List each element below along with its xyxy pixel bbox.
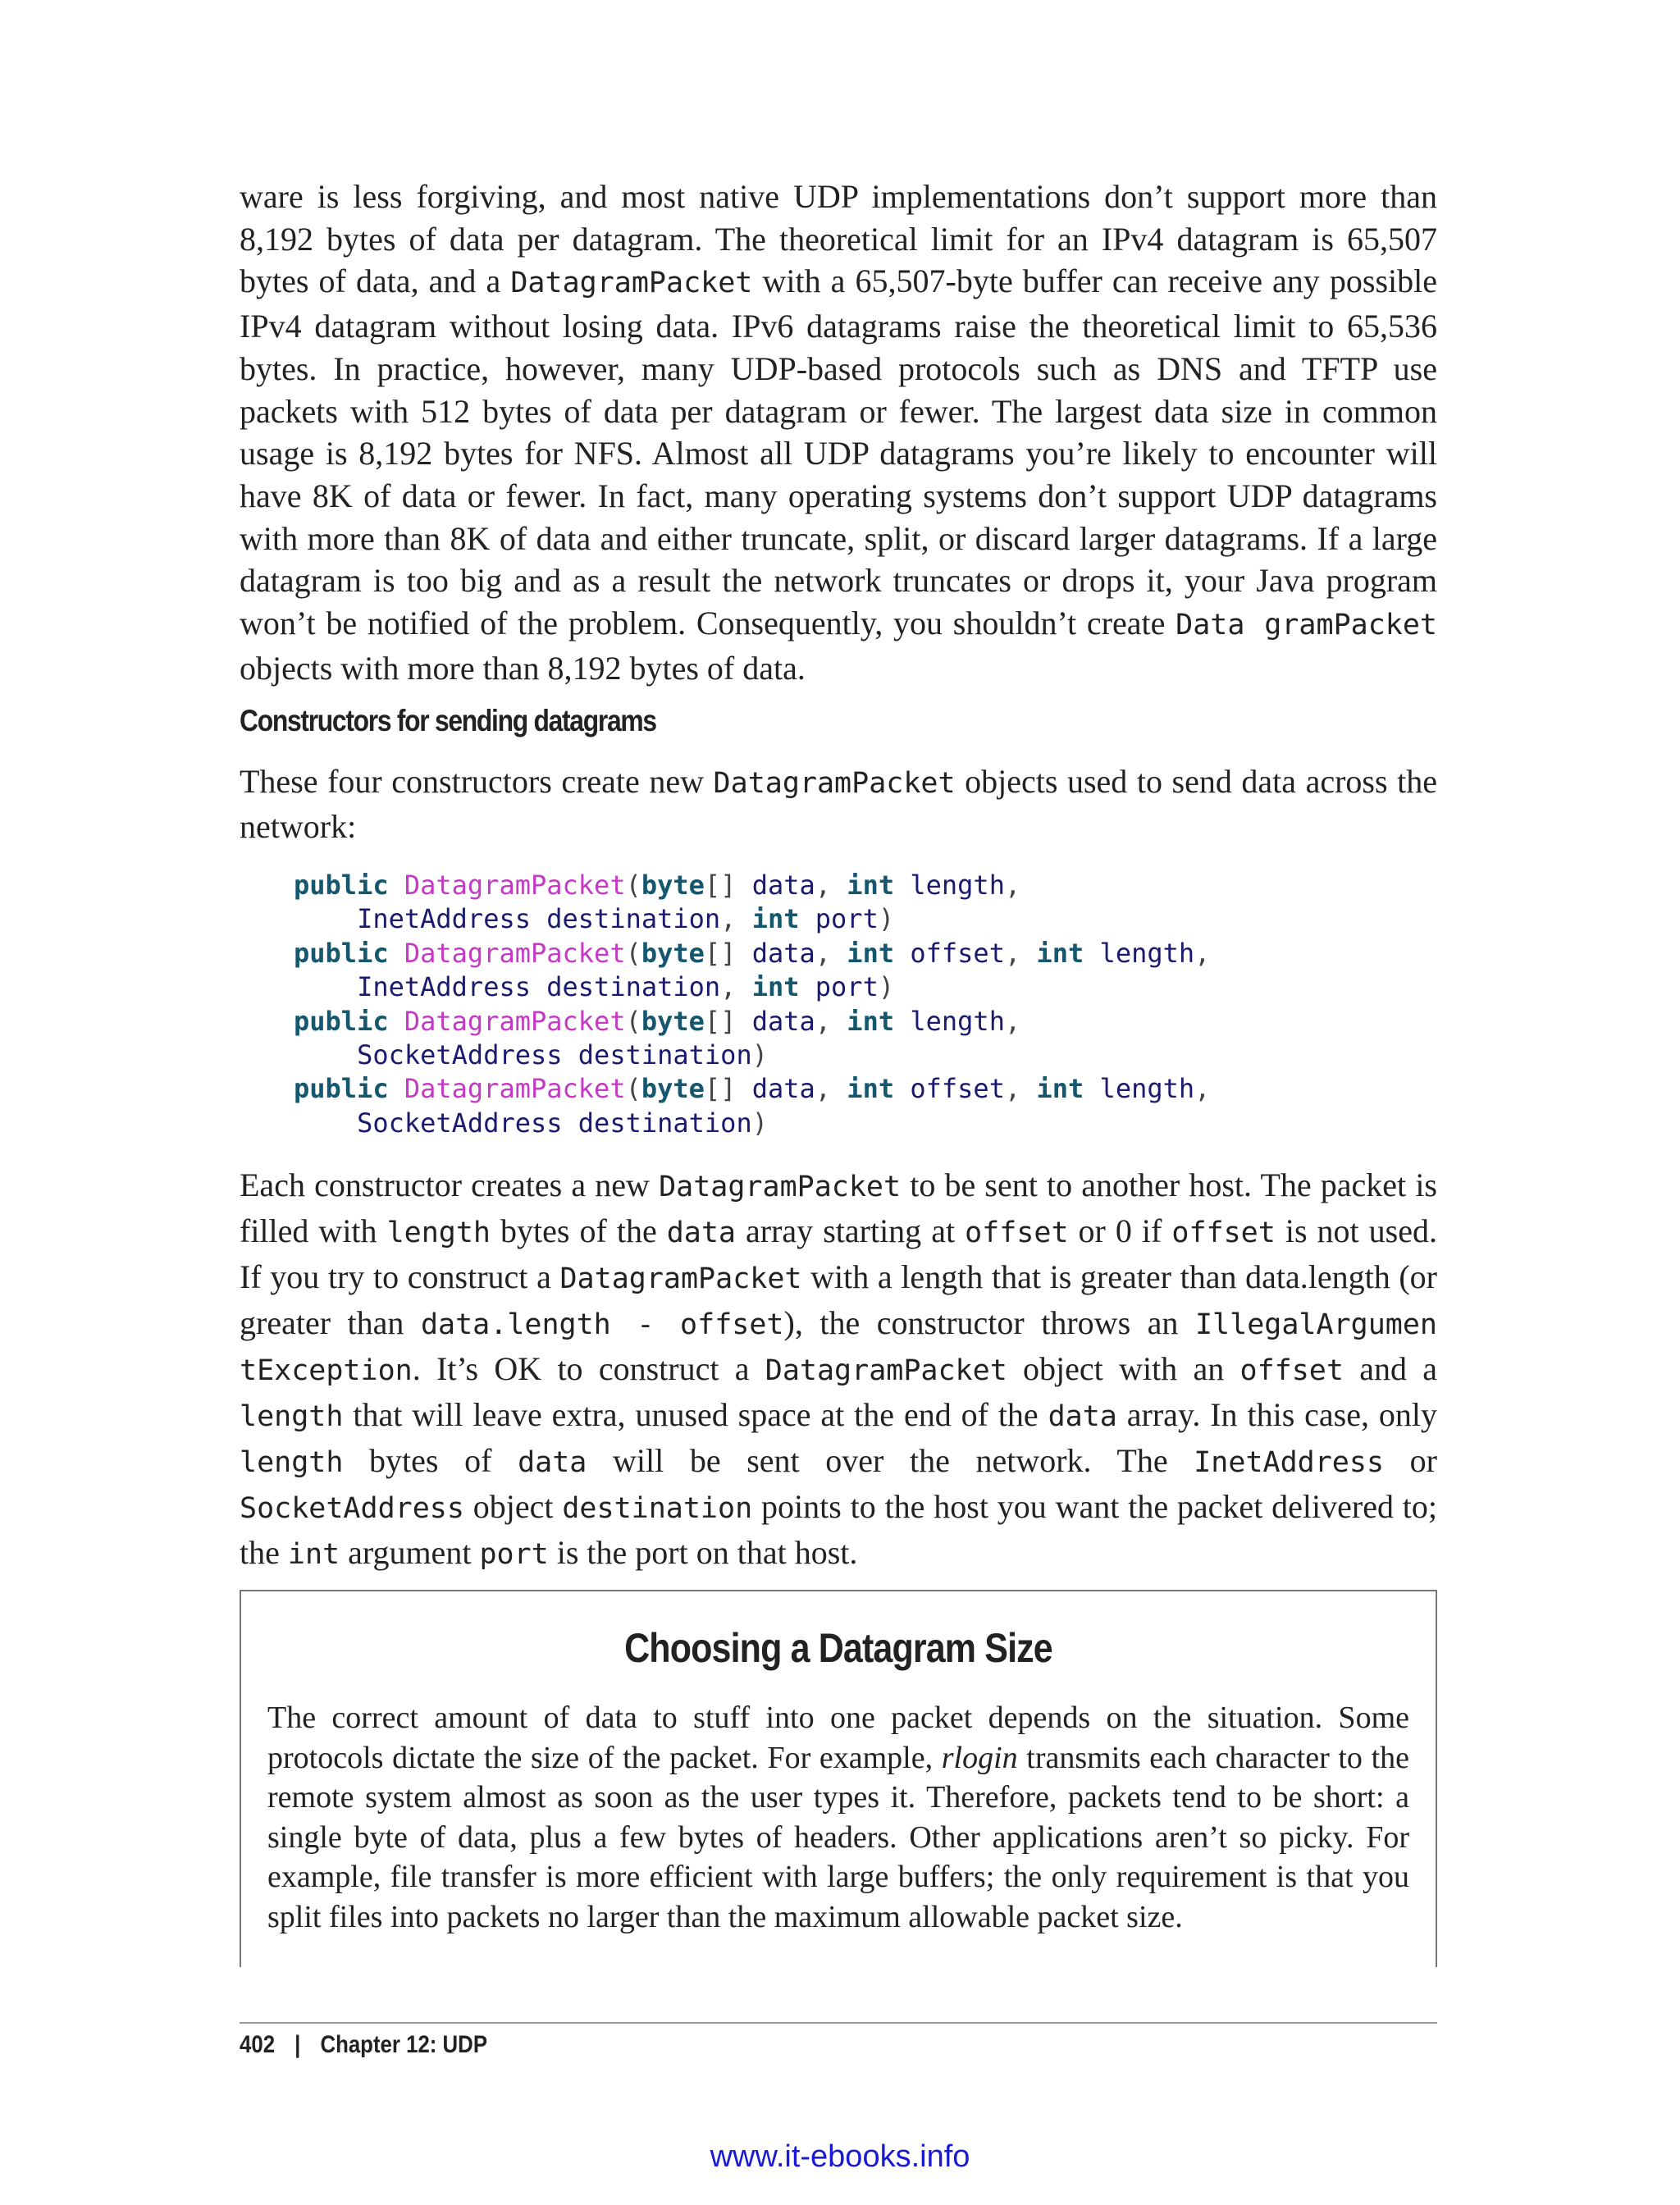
inline-code: port <box>479 1538 549 1571</box>
para3-text: . It’s OK to construct a <box>412 1350 765 1387</box>
inline-code: destination <box>562 1492 753 1525</box>
code-line-5: public DatagramPacket(byte[] data, int length, <box>294 1005 1021 1037</box>
para3-text: object <box>463 1488 563 1525</box>
sidebar-text-2: transmits each character to the remote system almost as soon as the user types it. Therefore, packets tend to be short: a single byte of data, plus a few bytes of headers. Other applications aren’t so picky. For example, file transfer is more efficient with large buffers; the only requirement is that you split files into packets no larger than the maximum allowable packet size. <box>267 1740 1409 1934</box>
para3-text: bytes of <box>343 1442 518 1479</box>
para3-text: bytes of the <box>491 1212 667 1249</box>
code-line-1: public DatagramPacket(byte[] data, int length, <box>294 870 1021 901</box>
para3-text: to be sent to another host. The packet is filled with <box>240 1166 1437 1249</box>
inline-code: int <box>287 1538 340 1571</box>
code-listing <box>294 869 1210 1140</box>
para3-text: and a <box>1343 1350 1437 1387</box>
para3-text: that will leave extra, unused space at the end of the <box>343 1396 1048 1433</box>
para3-text: array. In this case, only <box>1116 1396 1437 1433</box>
para3-text: array starting at <box>736 1212 966 1249</box>
para3-text: argument <box>340 1534 480 1571</box>
inline-code: data <box>666 1217 737 1249</box>
para1-text-1: ware is less forgiving, and most native UDP implementations don’t support more than 8,192 bytes of data per datagram. The theoretical limit for an IPv4 datagram is 65,507 bytes of data, and a <box>240 178 1437 300</box>
para3-text: will be sent over the network. The <box>587 1442 1194 1479</box>
code-line-4: InetAddress destination, int port) <box>357 971 895 1003</box>
code-line-7: public DatagramPacket(byte[] data, int offset, int length, <box>294 1073 1211 1105</box>
inline-code: offset <box>965 1217 1069 1249</box>
para3-text: is the port on that host. <box>548 1534 858 1571</box>
body-paragraph-3 <box>240 1163 1437 1577</box>
inline-code: SocketAddress <box>240 1492 464 1525</box>
para2-text-1: These four constructors create new <box>240 763 714 800</box>
para3-text: or 0 if <box>1068 1212 1172 1249</box>
sidebar-title: Choosing a Datagram Size <box>624 1625 1052 1671</box>
body-paragraph-1 <box>240 176 1437 689</box>
inline-code: data.length - offset <box>420 1308 784 1341</box>
inline-code: data <box>1048 1400 1117 1433</box>
para3-text: ), the constructor throws an <box>783 1304 1195 1341</box>
inline-code: InetAddress <box>1194 1446 1385 1479</box>
code-line-8: SocketAddress destination) <box>357 1107 768 1139</box>
inline-code: DatagramPacket <box>765 1354 1007 1387</box>
footer-separator: | <box>294 2031 301 2058</box>
footer-rule <box>240 2022 1437 2024</box>
page-number: 402 <box>240 2031 276 2058</box>
para2-text-2: objects used to send data across the network: <box>240 763 1437 845</box>
para3-text: with a length that is greater than data.length (or greater than <box>240 1258 1438 1341</box>
inline-code: data <box>518 1446 587 1479</box>
para3-text: is not used. If you try to construct a <box>240 1212 1437 1295</box>
para3-text: points to the host you want the packet delivered to; the <box>240 1488 1438 1571</box>
sidebar-box <box>240 1590 1437 1967</box>
para3-text: object with an <box>1007 1350 1240 1387</box>
body-paragraph-2 <box>240 760 1437 847</box>
inline-code: IllegalArgumen tException <box>240 1308 1437 1387</box>
code-line-3: public DatagramPacket(byte[] data, int offset, int length, <box>294 937 1211 969</box>
inline-code: length <box>240 1446 344 1479</box>
para3-text: or <box>1384 1442 1437 1479</box>
sidebar-emphasis: rlogin <box>941 1740 1018 1775</box>
para3-text: Each constructor creates a new <box>240 1166 660 1203</box>
code-datagrampacket: DatagramPacket <box>510 267 753 300</box>
page-footer <box>240 2031 487 2059</box>
section-heading: Constructors for sending datagrams <box>240 704 656 737</box>
code-datagrampacket-split: Data gramPacket <box>1176 609 1437 642</box>
inline-code: offset <box>1171 1217 1276 1249</box>
watermark-link[interactable]: www.it-ebooks.info <box>710 2139 970 2174</box>
code-datagrampacket: DatagramPacket <box>713 767 956 800</box>
para1-text-3: objects with more than 8,192 bytes of data. <box>240 649 806 687</box>
sidebar-text-1: The correct amount of data to stuff into one packet depends on the situation. Some protocols dictate the size of the packet. For example, <box>267 1701 1409 1775</box>
chapter-title: Chapter 12: UDP <box>320 2031 488 2058</box>
inline-code: length <box>240 1400 344 1433</box>
sidebar-paragraph <box>267 1698 1409 1938</box>
inline-code: DatagramPacket <box>659 1171 902 1203</box>
code-line-6: SocketAddress destination) <box>357 1039 768 1071</box>
inline-code: offset <box>1239 1354 1344 1387</box>
inline-code: length <box>386 1217 491 1249</box>
code-line-2: InetAddress destination, int port) <box>357 903 895 935</box>
para1-text-2: with a 65,507-byte buffer can receive any possible IPv4 datagram without losing data. IPv6 datagrams raise the theoretical limit to 65,536 bytes. In practice, however, many UDP-based protocols such as DNS and TFTP use packets with 512 bytes of data per datagram or fewer. The largest data size in common usage is 8,192 bytes for NFS. Almost all UDP datagrams you’re likely to encounter will have 8K of data or fewer. In fact, many operating systems don’t support UDP datagrams with more than 8K of data and either truncate, split, or discard larger datagrams. If a large datagram is too big and as a result the network truncates or drops it, your Java program won’t be notified of the problem. Consequently, you shouldn’t create <box>240 262 1437 642</box>
inline-code: DatagramPacket <box>559 1262 802 1295</box>
